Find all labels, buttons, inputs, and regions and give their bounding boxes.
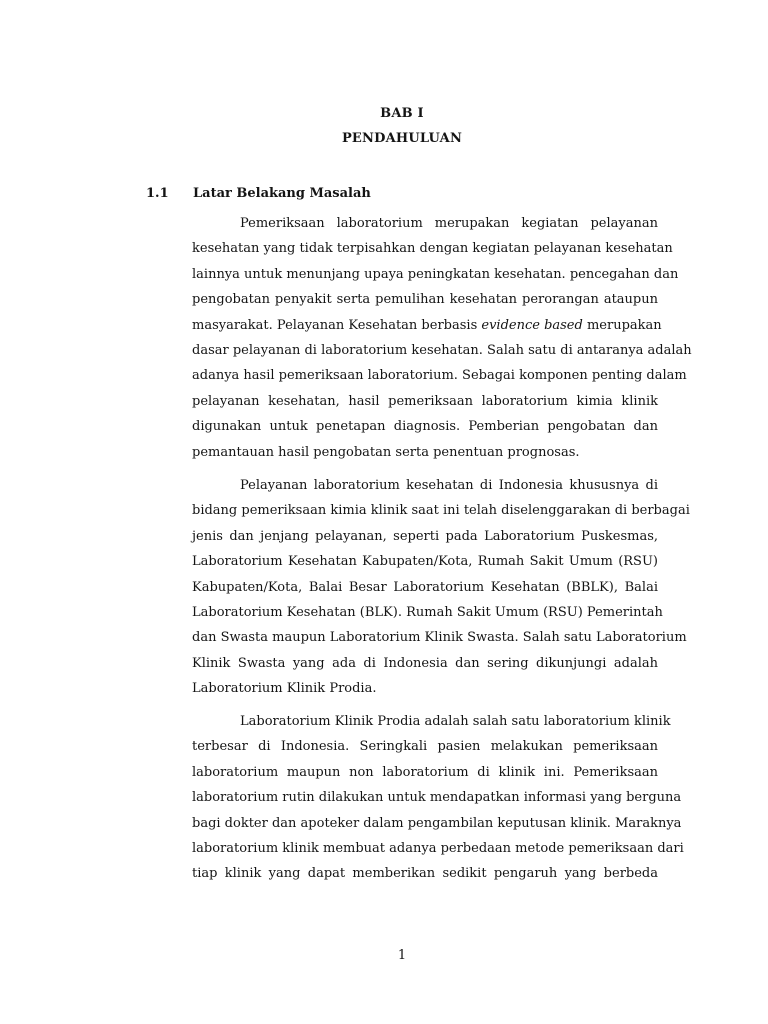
paragraph-line: Laboratorium Klinik Prodia adalah salah satu laboratorium klinik xyxy=(240,714,671,729)
paragraph-line: digunakan untuk penetapan diagnosis. Pemberian pengobatan dan xyxy=(192,419,658,435)
paragraph-line: adanya hasil pemeriksaan laboratorium. Sebagai komponen penting dalam xyxy=(192,368,687,384)
paragraph-line: tiap klinik yang dapat memberikan sedikit pengaruh yang berbeda xyxy=(192,866,658,882)
paragraph-line: Kabupaten/Kota, Balai Besar Laboratorium Kesehatan (BBLK), Balai xyxy=(192,579,658,595)
paragraph-line: lainnya untuk menunjang upaya peningkatan kesehatan. pencegahan dan xyxy=(192,266,679,282)
paragraph-line: dasar pelayanan di laboratorium kesehatan. Salah satu di antaranya adalah xyxy=(192,342,692,358)
paragraph-line: terbesar di Indonesia. Seringkali pasien melakukan pemeriksaan xyxy=(192,739,658,755)
section-heading xyxy=(146,186,371,201)
paragraph-line: laboratorium rutin dilakukan untuk mendapatkan informasi yang berguna xyxy=(192,790,682,806)
paragraph-line: kesehatan yang tidak terpisahkan dengan kegiatan pelayanan kesehatan xyxy=(192,241,673,257)
page-number: 1 xyxy=(397,948,407,963)
paragraph-2 xyxy=(192,473,690,702)
paragraph-line: Pemeriksaan laboratorium merupakan kegiatan pelayanan xyxy=(240,216,658,231)
chapter-number: BAB I xyxy=(380,106,424,121)
paragraph-1 xyxy=(192,211,692,465)
italic-term: evidence based xyxy=(481,317,583,333)
section-number: 1.1 xyxy=(146,186,169,201)
paragraph-line: pemantauan hasil pengobatan serta penentuan prognosas. xyxy=(192,444,580,460)
paragraph-line: jenis dan jenjang pelayanan, seperti pada Laboratorium Puskesmas, xyxy=(192,528,658,544)
paragraph-line: bidang pemeriksaan kimia klinik saat ini telah diselenggarakan di berbagai xyxy=(192,503,690,519)
paragraph-line: Laboratorium Kesehatan (BLK). Rumah Sakit Umum (RSU) Pemerintah xyxy=(192,604,663,620)
paragraph-line: dan Swasta maupun Laboratorium Klinik Swasta. Salah satu Laboratorium xyxy=(192,630,687,646)
paragraph-line: pengobatan penyakit serta pemulihan kesehatan perorangan ataupun xyxy=(192,292,658,308)
paragraph-line: Laboratorium Klinik Prodia. xyxy=(192,681,377,697)
paragraph-line: laboratorium klinik membuat adanya perbedaan metode pemeriksaan dari xyxy=(192,840,684,856)
paragraph-line-mixed xyxy=(192,313,662,338)
paragraph-3 xyxy=(192,709,684,887)
paragraph-line: pelayanan kesehatan, hasil pemeriksaan laboratorium kimia klinik xyxy=(192,393,658,409)
section-title: Latar Belakang Masalah xyxy=(193,186,371,201)
paragraph-line: bagi dokter dan apoteker dalam pengambilan keputusan klinik. Maraknya xyxy=(192,815,682,831)
line-text: merupakan xyxy=(582,317,662,333)
chapter-title: PENDAHULUAN xyxy=(341,131,463,146)
paragraph-line: Pelayanan laboratorium kesehatan di Indonesia khususnya di xyxy=(240,478,658,493)
paragraph-line: Laboratorium Kesehatan Kabupaten/Kota, Rumah Sakit Umum (RSU) xyxy=(192,554,658,570)
paragraph-line: Klinik Swasta yang ada di Indonesia dan sering dikunjungi adalah xyxy=(192,655,658,671)
line-text: masyarakat. Pelayanan Kesehatan berbasis xyxy=(192,317,482,333)
paragraph-line: laboratorium maupun non laboratorium di klinik ini. Pemeriksaan xyxy=(192,764,658,780)
